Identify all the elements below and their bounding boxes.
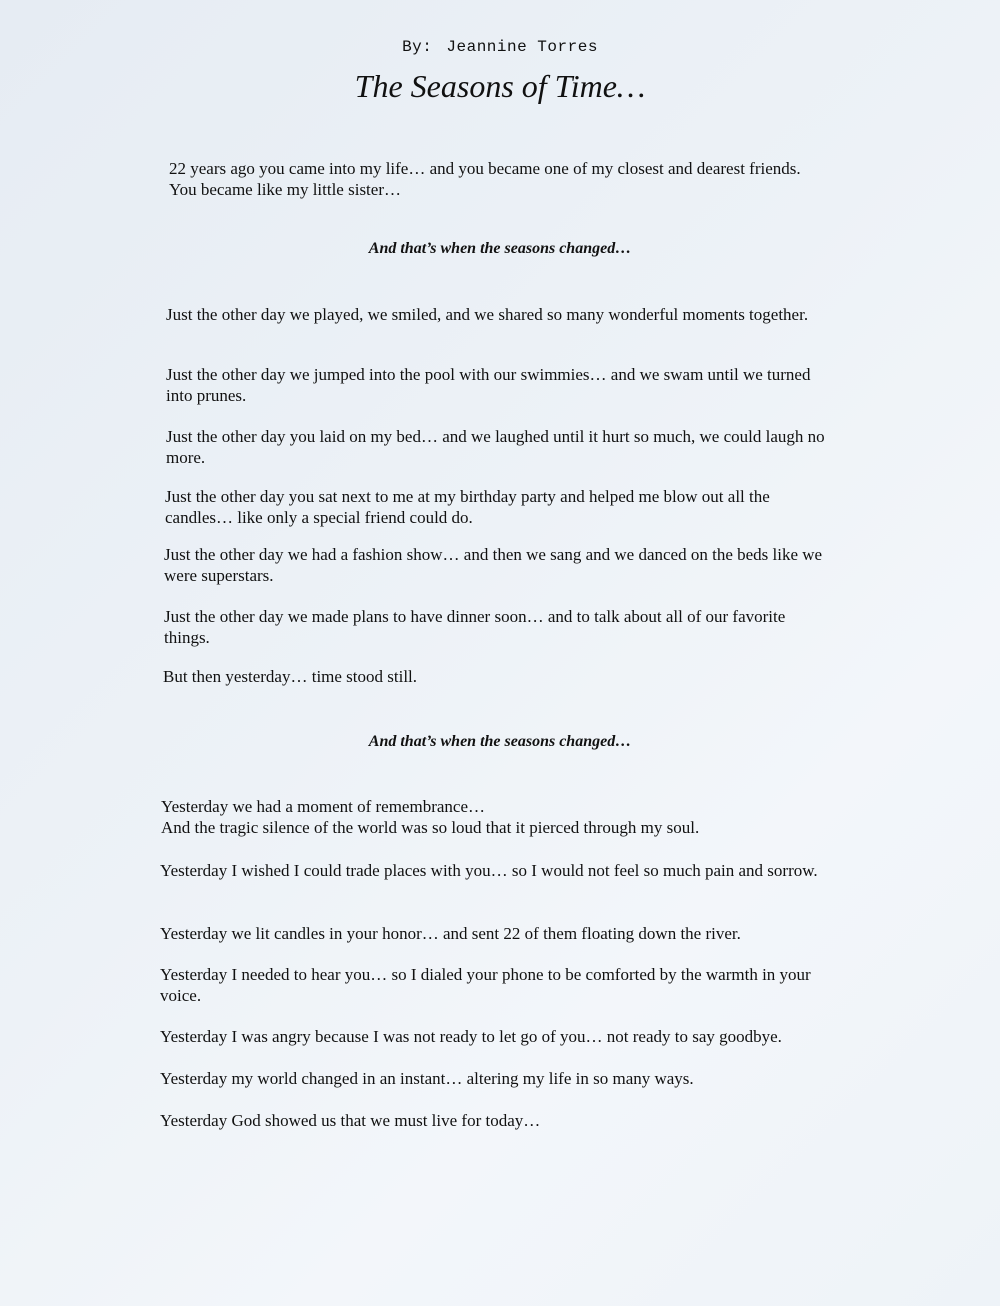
refrain-heading-2: And that’s when the seasons changed… [368, 733, 632, 750]
author-name: Jeannine Torres [446, 38, 598, 56]
section-one-paragraph-5: Just the other day we had a fashion show… and then we sang and we danced on the beds like we were superstars. [164, 545, 823, 585]
refrain-heading-1: And that’s when the seasons changed… [368, 240, 632, 257]
intro-line-2: You became like my little sister… [169, 180, 401, 199]
intro-paragraph [169, 158, 849, 200]
section-two-paragraph-2: Yesterday we lit candles in your honor… and sent 22 of them floating down the river. [160, 924, 741, 943]
remembrance-line-2: And the tragic silence of the world was so loud that it pierced through my soul. [161, 818, 700, 837]
section-two-paragraph-4: Yesterday I was angry because I was not ready to let go of you… not ready to say goodbye. [160, 1027, 782, 1046]
byline [0, 38, 1000, 56]
intro-line-1: 22 years ago you came into my life… and you became one of my closest and dearest friends. [169, 159, 801, 178]
section-one-paragraph-4: Just the other day you sat next to me at my birthday party and helped me blow out all the candles… like only a special friend could do. [165, 487, 770, 527]
remembrance-paragraph [161, 796, 841, 838]
section-one-paragraph-7: But then yesterday… time stood still. [163, 667, 418, 686]
section-two-paragraph-5: Yesterday my world changed in an instant… altering my life in so many ways. [160, 1069, 694, 1088]
section-two-paragraph-3: Yesterday I needed to hear you… so I dialed your phone to be comforted by the warmth in your voice. [160, 965, 811, 1005]
section-one-paragraph-3: Just the other day you laid on my bed… and we laughed until it hurt so much, we could laugh no more. [166, 427, 825, 467]
poem-title: The Seasons of Time… [354, 68, 646, 104]
section-two-paragraph-6: Yesterday God showed us that we must live for today… [160, 1111, 541, 1130]
section-two-paragraph-1: Yesterday I wished I could trade places with you… so I would not feel so much pain and sorrow. [160, 861, 818, 880]
section-one-paragraph-2: Just the other day we jumped into the pool with our swimmies… and we swam until we turned into prunes. [166, 365, 811, 405]
remembrance-line-1: Yesterday we had a moment of remembrance… [161, 797, 485, 816]
section-one-paragraph-6: Just the other day we made plans to have dinner soon… and to talk about all of our favorite things. [164, 607, 786, 647]
section-one-paragraph-1: Just the other day we played, we smiled, and we shared so many wonderful moments together. [166, 305, 809, 324]
byline-label: By: [402, 38, 433, 56]
